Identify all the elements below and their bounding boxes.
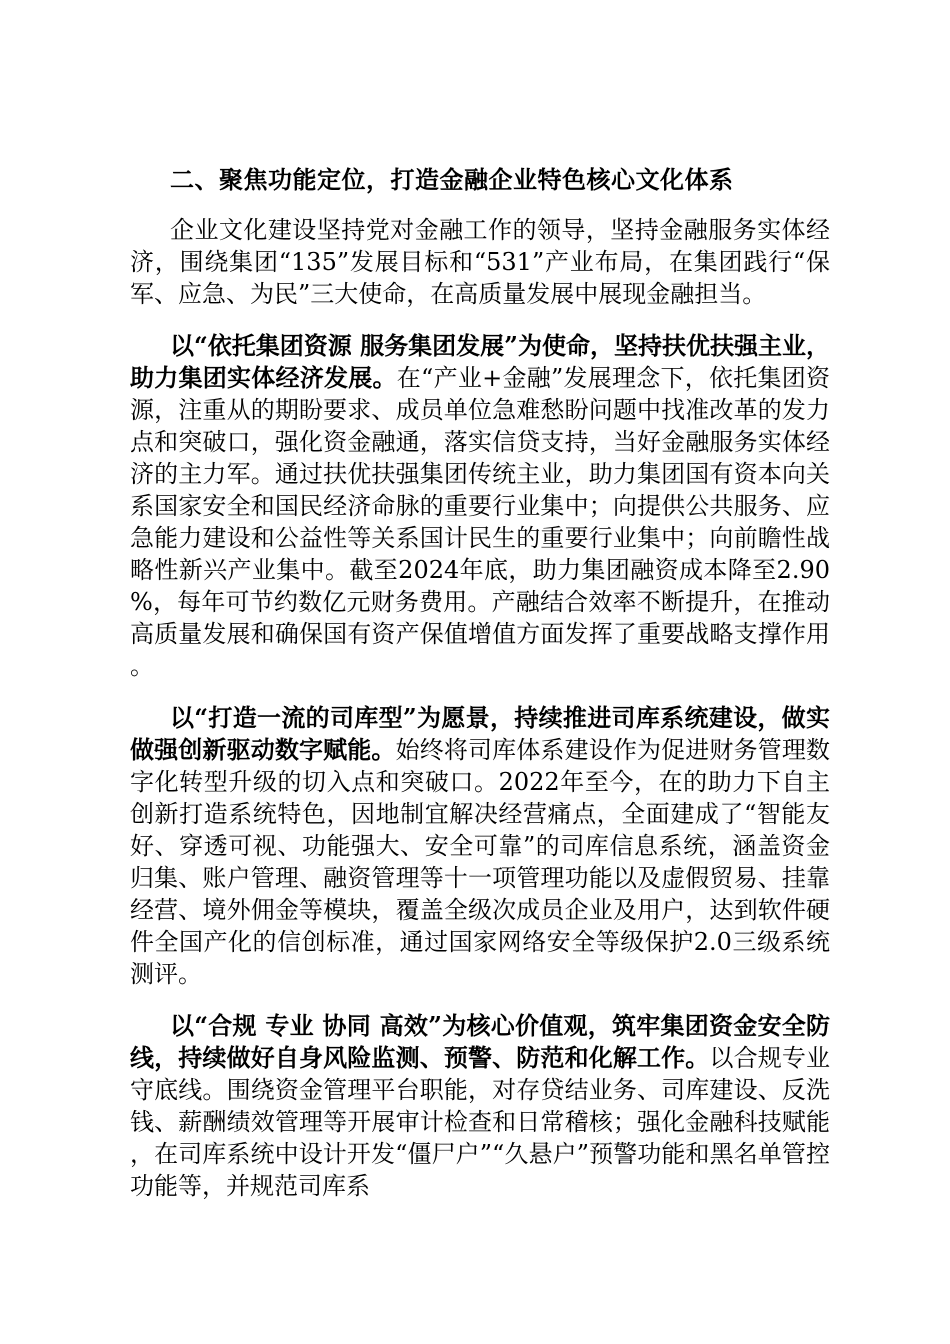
paragraph-lead: 以“合规 专业 协同 高效”为核心价值观，筑牢集团资金安全防线，持续做好自身风险监测、预警、防范和化解工作。 <box>130 1011 830 1072</box>
document-body <box>130 164 830 1202</box>
paragraph-mission <box>130 330 830 682</box>
paragraph-intro <box>130 214 830 310</box>
paragraph-body: 在“产业+金融”发展理念下，依托集团资源，注重从的期盼要求、成员单位急难愁盼问题中找准改革的发力点和突破口，强化资金融通，落实信贷支持，当好金融服务实体经济的主力军。通过扶优扶强集团传统主业，助力集团国有资本向关系国家安全和国民经济命脉的重要行业集中；向提供公共服务、应急能力建设和公益性等关系国计民生的重要行业集中；向前瞻性战略性新兴产业集中。截至2024年底，助力集团融资成本降至2.90%，每年可节约数亿元财务费用。产融结合效率不断提升，在推动高质量发展和确保国有资产保值增值方面发挥了重要战略支撑作用。 <box>130 364 831 680</box>
paragraph-lead: 以“打造一流的司库型”为愿景，持续推进司库系统建设，做实做强创新驱动数字赋能。 <box>130 703 830 764</box>
section-heading: 二、聚焦功能定位，打造金融企业特色核心文化体系 <box>170 165 734 194</box>
paragraph-vision <box>130 702 830 990</box>
paragraph-lead: 以“依托集团资源 服务集团发展”为使命，坚持扶优扶强主业，助力集团实体经济发展。 <box>130 331 830 392</box>
paragraph-body: 以合规专业守底线。围绕资金管理平台职能，对存贷结业务、司库建设、反洗钱、薪酬绩效管理等开展审计检查和日常稽核；强化金融科技赋能，在司库系统中设计开发“僵尸户”“久悬户”预警功能和黑名单管控功能等，并规范司库系 <box>130 1044 831 1200</box>
paragraph-values <box>130 1010 830 1202</box>
paragraph-body: 企业文化建设坚持党对金融工作的领导，坚持金融服务实体经济，围绕集团“135”发展目标和“531”产业布局，在集团践行“保军、应急、为民”三大使命，在高质量发展中展现金融担当。 <box>130 216 830 308</box>
paragraph-body: 始终将司库体系建设作为促进财务管理数字化转型升级的切入点和突破口。2022年至今，在的助力下自主创新打造系统特色，因地制宜解决经营痛点，全面建成了“智能友好、穿透可视、功能强大、安全可靠”的司库信息系统，涵盖资金归集、账户管理、融资管理等十一项管理功能以及虚假贸易、挂靠经营、境外佣金等模块，覆盖全级次成员企业及用户，达到软件硬件全国产化的信创标准，通过国家网络安全等级保护2.0三级系统测评。 <box>130 736 831 988</box>
